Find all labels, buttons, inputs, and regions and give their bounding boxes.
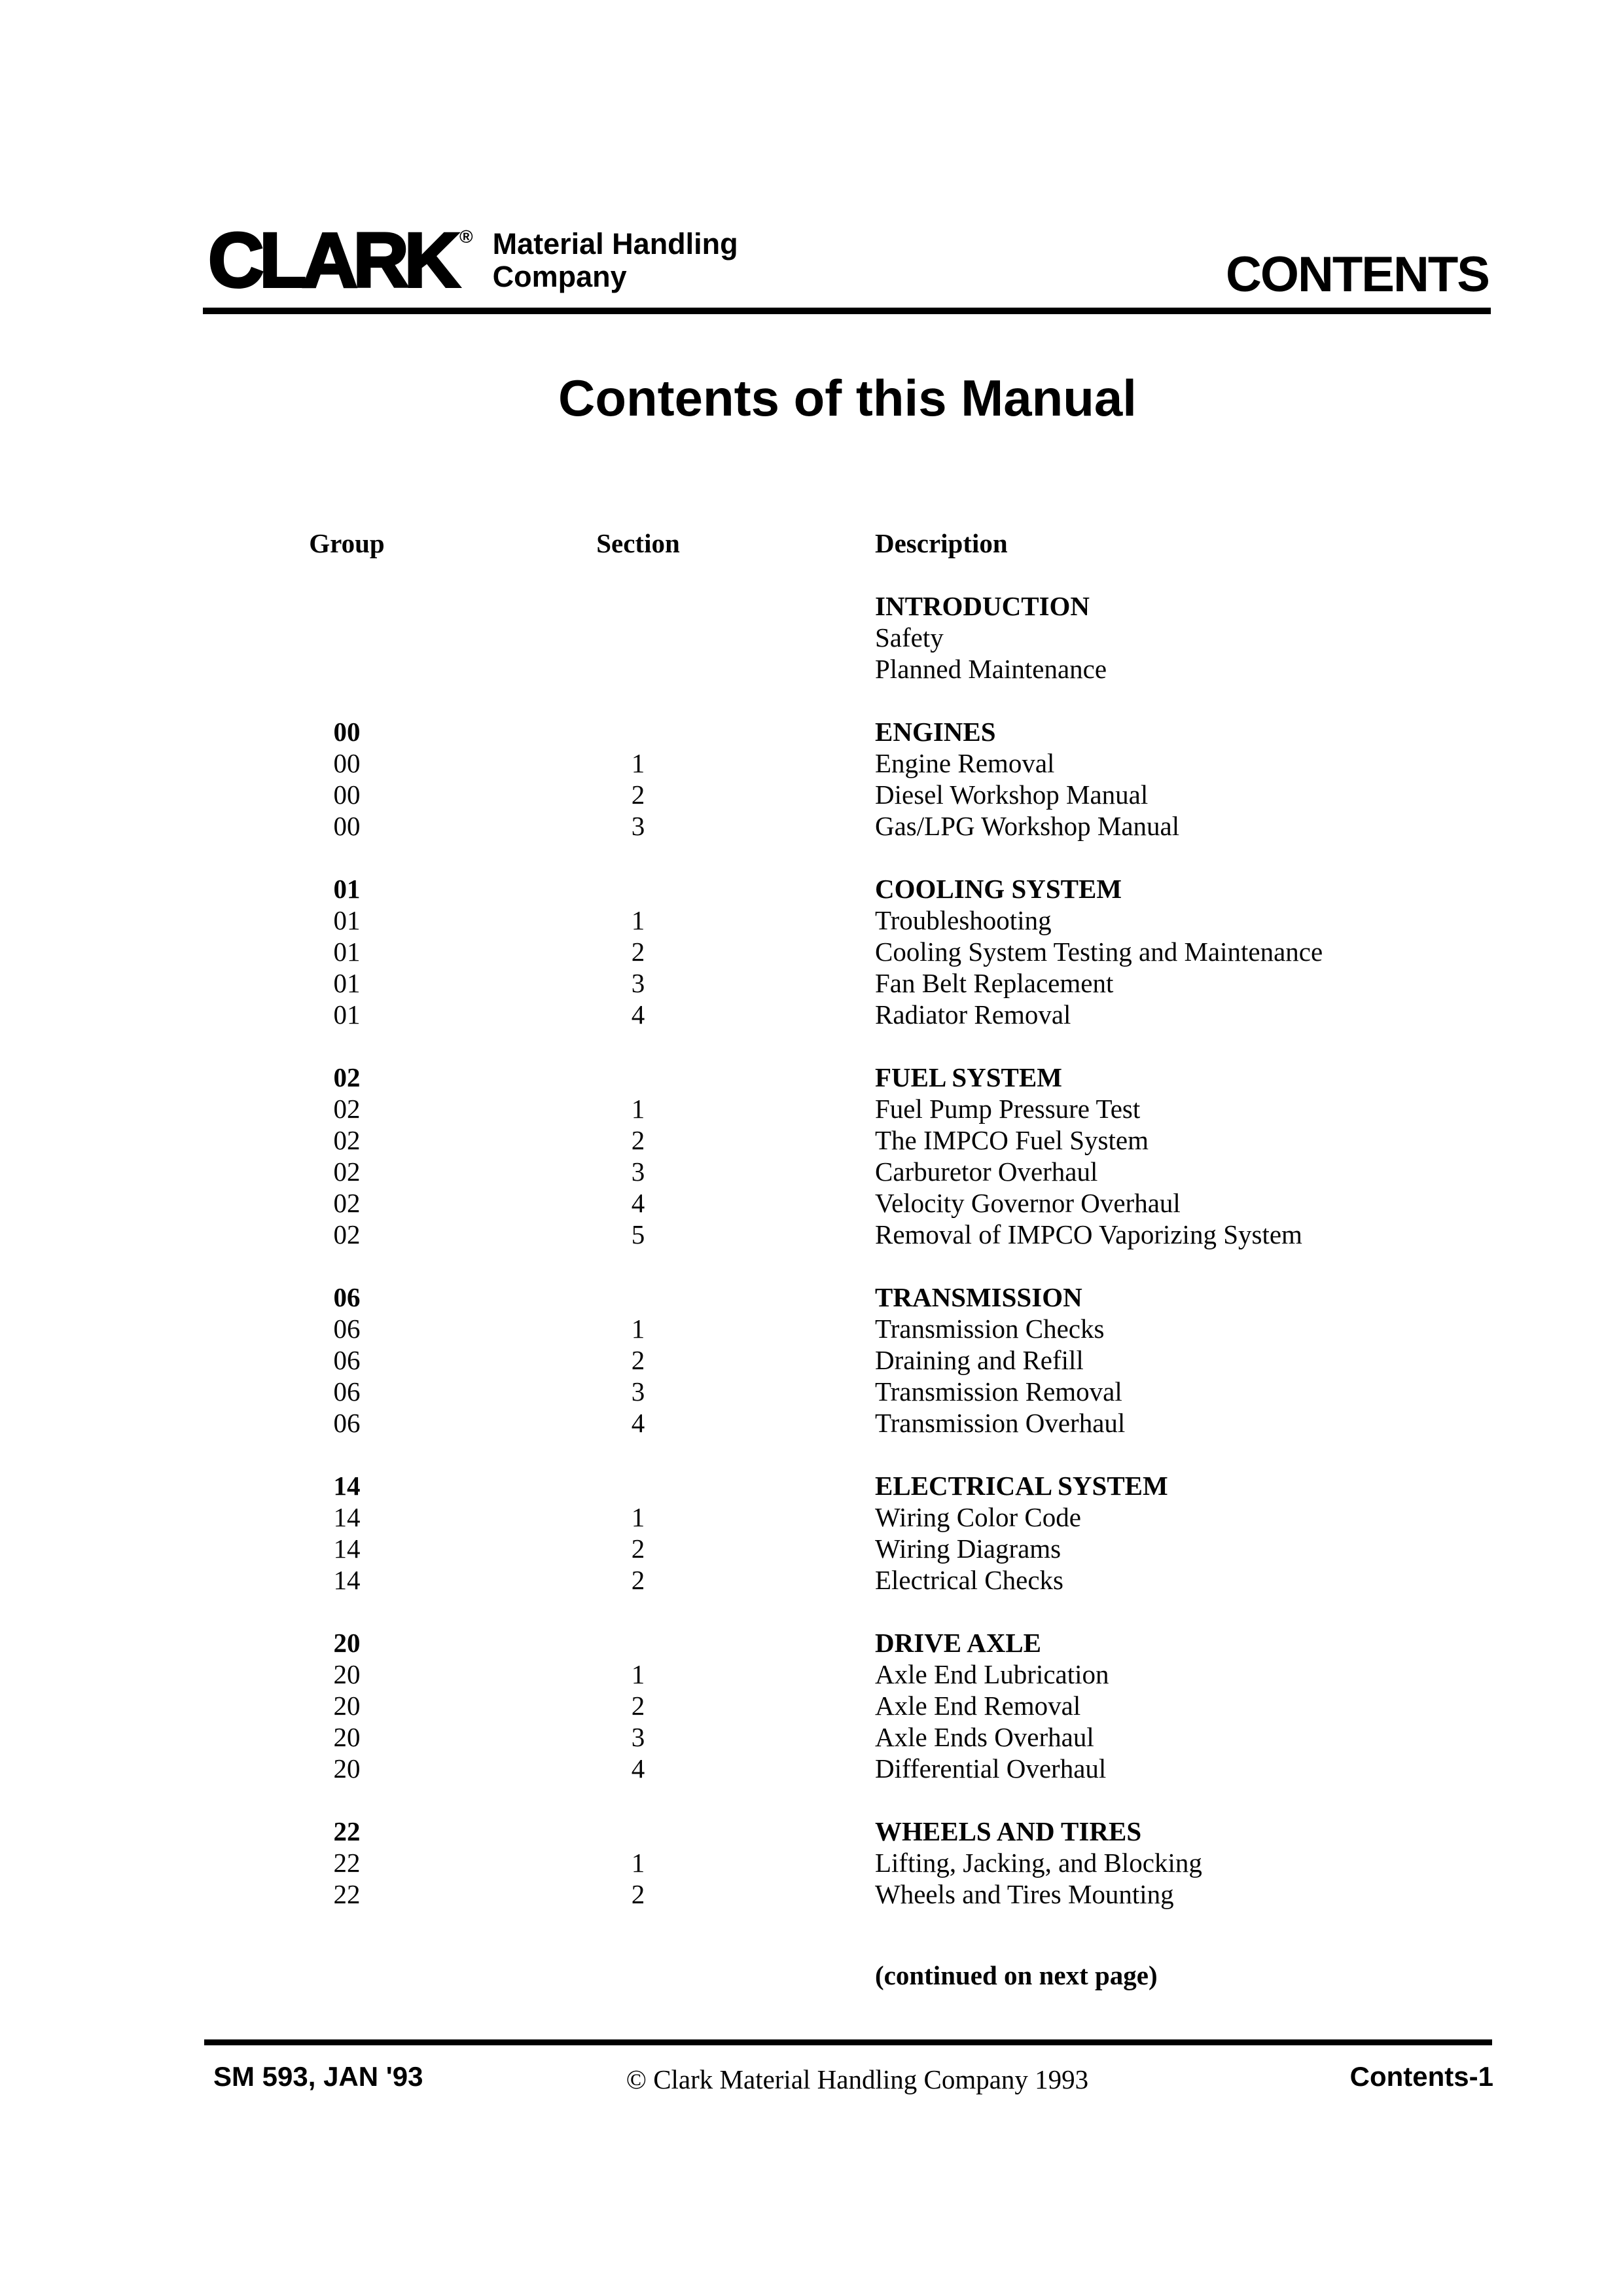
section-title-cell: COOLING SYSTEM [875,874,1122,904]
table-header-row [0,528,1623,559]
toc-entry-row [0,622,1623,653]
group-cell: 02 [333,1062,361,1092]
group-cell: 02 [333,1125,361,1155]
description-cell: Fan Belt Replacement [875,968,1114,998]
footer-copyright: © Clark Material Handling Company 1993 [626,2064,1089,2094]
group-cell: 20 [333,1753,361,1784]
column-header-group: Group [309,528,385,558]
toc-entry-row [0,1093,1623,1124]
section-cell: 1 [631,1314,645,1344]
toc-entry-row [0,999,1623,1030]
group-cell [275,653,419,685]
section-cell: 1 [631,1094,645,1124]
toc-entry-row [0,1533,1623,1564]
group-cell: 20 [333,1691,361,1721]
section-cell: 2 [631,1565,645,1595]
toc-entry-row [0,779,1623,810]
section-cell: 5 [631,1219,645,1249]
section-cell [563,590,713,622]
section-cell: 2 [631,1534,645,1564]
section-cell [563,1282,713,1313]
toc-entry-row [0,936,1623,967]
description-cell: Safety [875,622,944,653]
toc-section-heading-row [0,1282,1623,1313]
description-cell: Diesel Workshop Manual [875,780,1149,810]
group-cell [275,1960,419,1991]
header-divider [203,308,1491,314]
description-cell: Troubleshooting [875,905,1052,935]
group-cell: 20 [333,1722,361,1752]
section-cell [563,1627,713,1659]
section-cell: 2 [631,937,645,967]
section-cell: 1 [631,748,645,778]
description-cell: Differential Overhaul [875,1753,1107,1784]
section-cell: 2 [631,1691,645,1721]
toc-entry-row [0,1847,1623,1878]
description-cell: Draining and Refill [875,1345,1084,1375]
group-cell: 02 [333,1188,361,1218]
section-cell [563,716,713,747]
footer-page-number: Contents-1 [1349,2061,1493,2092]
section-cell [563,1062,713,1093]
toc-entry-row [0,905,1623,936]
toc-section-heading-row [0,1816,1623,1847]
group-cell: 06 [333,1408,361,1438]
group-cell [275,622,419,653]
toc-entry-row [0,747,1623,779]
section-cell [563,1960,713,1991]
toc-entry-row [0,1124,1623,1156]
description-cell: Removal of IMPCO Vaporizing System [875,1219,1302,1249]
group-cell: 06 [333,1345,361,1375]
group-cell: 06 [333,1376,361,1407]
toc-section-heading-row [0,873,1623,905]
section-cell: 3 [631,968,645,998]
section-cell [563,1816,713,1847]
group-cell: 02 [333,1219,361,1249]
group-cell: 06 [333,1314,361,1344]
section-cell: 3 [631,811,645,841]
description-cell: Transmission Checks [875,1314,1105,1344]
footer-divider [204,2039,1492,2045]
toc-entry-row [0,1344,1623,1376]
description-cell: Lifting, Jacking, and Blocking [875,1848,1202,1878]
section-cell: 4 [631,1753,645,1784]
section-cell [563,873,713,905]
toc-entry-row [0,1156,1623,1187]
toc-section-heading-row [0,590,1623,622]
toc-section-heading-row [0,716,1623,747]
description-cell: Gas/LPG Workshop Manual [875,811,1180,841]
clark-wordmark: CLARK [208,217,455,304]
toc-entry-row [0,1219,1623,1250]
group-cell: 14 [333,1565,361,1595]
description-cell: Wiring Color Code [875,1502,1081,1532]
section-cell: 3 [631,1157,645,1187]
group-cell: 22 [333,1816,361,1846]
section-title-cell: WHEELS AND TIRES [875,1816,1142,1846]
group-cell: 02 [333,1094,361,1124]
toc-entry-row [0,1753,1623,1784]
section-cell: 1 [631,1848,645,1878]
toc-entry-row [0,967,1623,999]
section-cell: 2 [631,780,645,810]
page-title: Contents of this Manual [558,369,1137,427]
logo-subtitle-line1: Material Handling [492,227,738,260]
group-cell: 14 [333,1534,361,1564]
group-cell: 14 [333,1471,361,1501]
description-cell: Radiator Removal [875,999,1071,1030]
section-title-cell: FUEL SYSTEM [875,1062,1062,1092]
section-cell [563,622,713,653]
section-cell: 4 [631,999,645,1030]
description-cell: Engine Removal [875,748,1055,778]
description-cell: Wiring Diagrams [875,1534,1061,1564]
group-cell: 00 [333,780,361,810]
group-cell: 22 [333,1879,361,1909]
column-header-section: Section [596,528,680,558]
description-cell: Electrical Checks [875,1565,1064,1595]
group-cell: 22 [333,1848,361,1878]
description-cell: Axle Ends Overhaul [875,1722,1094,1752]
group-cell: 01 [333,905,361,935]
section-cell: 4 [631,1188,645,1218]
section-title-cell: ELECTRICAL SYSTEM [875,1471,1168,1501]
section-cell: 1 [631,1502,645,1532]
group-cell: 20 [333,1628,361,1658]
group-cell: 01 [333,999,361,1030]
continued-note: (continued on next page) [875,1960,1158,1990]
section-cell: 1 [631,1659,645,1689]
toc-section-heading-row [0,1627,1623,1659]
table-body [0,590,1623,1910]
description-cell: Axle End Lubrication [875,1659,1109,1689]
group-cell: 00 [333,811,361,841]
group-cell: 14 [333,1502,361,1532]
section-cell: 2 [631,1125,645,1155]
description-cell: Planned Maintenance [875,654,1107,684]
section-cell [563,653,713,685]
toc-entry-row [0,1407,1623,1439]
group-cell: 01 [333,968,361,998]
group-cell: 20 [333,1659,361,1689]
group-cell: 00 [333,717,361,747]
toc-entry-row [0,1659,1623,1690]
section-cell: 4 [631,1408,645,1438]
toc-entry-row [0,810,1623,842]
section-cell [563,1470,713,1501]
toc-entry-row [0,1564,1623,1596]
registered-trademark-icon: ® [459,226,473,247]
section-title-cell: INTRODUCTION [875,591,1090,621]
section-cell: 1 [631,905,645,935]
group-cell: 02 [333,1157,361,1187]
description-cell: The IMPCO Fuel System [875,1125,1149,1155]
footer-manual-number: SM 593, JAN '93 [213,2061,423,2092]
description-cell: Cooling System Testing and Maintenance [875,937,1323,967]
section-title-cell: ENGINES [875,717,996,747]
toc-entry-row [0,1313,1623,1344]
toc-entry-row [0,653,1623,685]
section-title-cell: DRIVE AXLE [875,1628,1042,1658]
section-cell: 3 [631,1722,645,1752]
contents-table [0,528,1623,1991]
description-cell: Axle End Removal [875,1691,1081,1721]
toc-entry-row [0,1187,1623,1219]
section-cell: 3 [631,1376,645,1407]
clark-logo [208,217,738,304]
column-header-description: Description [875,528,1008,558]
toc-section-heading-row [0,1062,1623,1093]
section-title-cell: TRANSMISSION [875,1282,1082,1312]
description-cell: Transmission Removal [875,1376,1122,1407]
group-cell: 06 [333,1282,361,1312]
description-cell: Transmission Overhaul [875,1408,1126,1438]
toc-entry-row [0,1501,1623,1533]
page-header-label: CONTENTS [1226,247,1489,302]
group-cell: 01 [333,937,361,967]
logo-subtitle [493,228,738,293]
description-cell: Fuel Pump Pressure Test [875,1094,1141,1124]
section-cell: 2 [631,1345,645,1375]
toc-entry-row [0,1376,1623,1407]
continued-note-row [0,1960,1623,1991]
group-cell: 00 [333,748,361,778]
toc-entry-row [0,1721,1623,1753]
section-cell: 2 [631,1879,645,1909]
description-cell: Carburetor Overhaul [875,1157,1098,1187]
toc-entry-row [0,1878,1623,1910]
toc-entry-row [0,1690,1623,1721]
description-cell: Wheels and Tires Mounting [875,1879,1174,1909]
group-cell [275,590,419,622]
group-cell: 01 [333,874,361,904]
logo-subtitle-line2: Company [492,260,627,293]
toc-section-heading-row [0,1470,1623,1501]
description-cell: Velocity Governor Overhaul [875,1188,1181,1218]
